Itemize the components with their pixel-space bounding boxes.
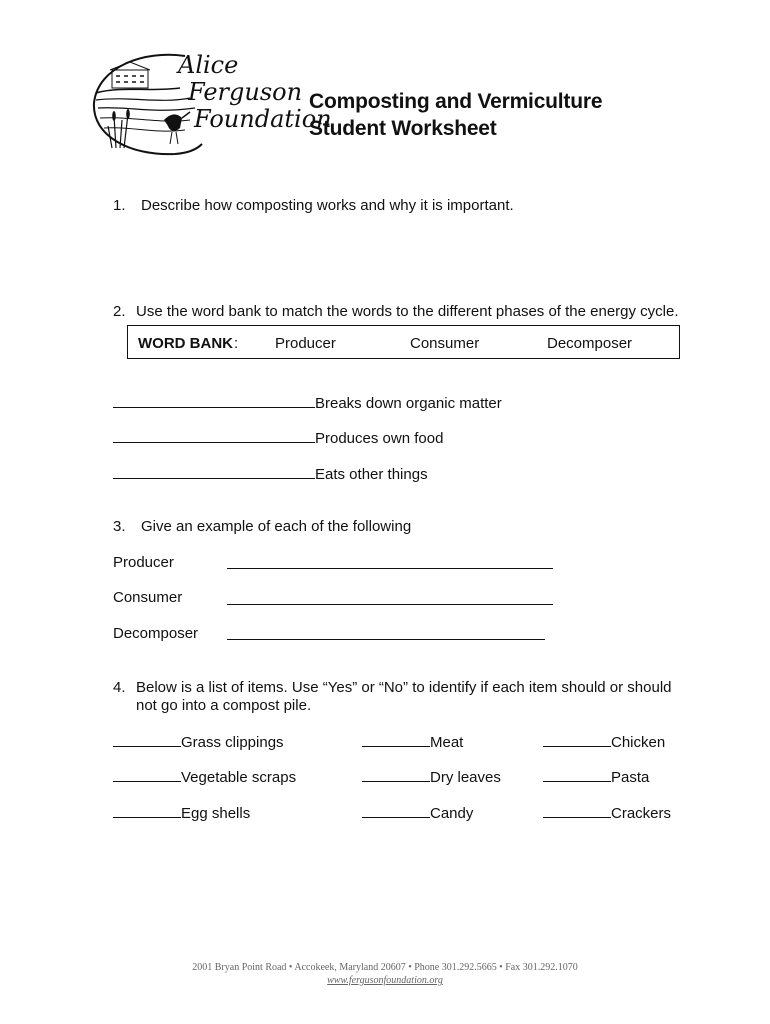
phase-description: Produces own food <box>315 430 444 447</box>
item-label: Dry leaves <box>430 769 501 786</box>
phase-row <box>113 393 502 412</box>
answer-blank[interactable] <box>113 464 315 479</box>
item-label: Candy <box>430 805 474 822</box>
q2-text: Use the word bank to match the words to the different phases of the energy cycle. <box>136 303 679 320</box>
item-label: Grass clippings <box>181 734 284 751</box>
word-bank-word: Producer <box>275 335 336 352</box>
q1-number: 1. <box>113 197 126 214</box>
answer-blank[interactable] <box>113 803 181 818</box>
item-label: Chicken <box>611 734 666 751</box>
compost-item <box>113 803 250 822</box>
foundation-logo <box>90 48 332 160</box>
compost-item <box>543 732 665 751</box>
item-label: Meat <box>430 734 464 751</box>
answer-blank[interactable] <box>362 732 430 747</box>
answer-blank[interactable] <box>543 803 611 818</box>
page-title: Composting and Vermiculture <box>309 90 603 113</box>
answer-blank[interactable] <box>113 732 181 747</box>
q3-label: Producer <box>113 554 174 571</box>
item-label: Egg shells <box>181 805 251 822</box>
word-bank-word: Consumer <box>410 335 480 352</box>
phase-row <box>113 464 428 483</box>
answer-line[interactable] <box>227 604 553 605</box>
word-bank-word: Decomposer <box>547 335 633 352</box>
answer-blank[interactable] <box>113 428 315 443</box>
word-bank-label: WORD BANK <box>138 335 233 352</box>
page-subtitle: Student Worksheet <box>309 117 497 140</box>
answer-blank[interactable] <box>113 767 181 782</box>
logo-line-2: Ferguson <box>188 78 303 106</box>
q3-number: 3. <box>113 518 126 535</box>
logo-line-3: Foundation <box>194 105 332 133</box>
logo-line-1: Alice <box>178 51 239 79</box>
word-bank-box <box>127 325 680 359</box>
item-label: Vegetable scraps <box>181 769 297 786</box>
q1-text: Describe how composting works and why it is important. <box>141 197 514 214</box>
compost-item <box>543 767 649 786</box>
item-label: Pasta <box>611 769 650 786</box>
phase-row <box>113 428 443 447</box>
answer-line[interactable] <box>227 639 545 640</box>
item-label: Crackers <box>611 805 672 822</box>
answer-blank[interactable] <box>362 767 430 782</box>
footer-address: 2001 Bryan Point Road • Accokeek, Maryland 20607 • Phone 301.292.5665 • Fax 301.292.1070 <box>192 962 578 973</box>
answer-line[interactable] <box>227 568 553 569</box>
compost-item <box>362 732 463 751</box>
q4-number: 4. <box>113 679 126 696</box>
q3-text: Give an example of each of the following <box>141 518 412 535</box>
answer-blank[interactable] <box>362 803 430 818</box>
compost-item <box>113 732 284 751</box>
answer-blank[interactable] <box>543 732 611 747</box>
q4-text-line-2: not go into a compost pile. <box>136 697 312 714</box>
compost-item <box>543 803 671 822</box>
answer-blank[interactable] <box>113 393 315 408</box>
phase-description: Breaks down organic matter <box>315 395 502 412</box>
phase-description: Eats other things <box>315 466 428 483</box>
q3-label: Consumer <box>113 589 183 606</box>
compost-item <box>113 767 296 786</box>
compost-item <box>362 767 501 786</box>
footer-website-link[interactable]: www.fergusonfoundation.org <box>327 975 443 986</box>
compost-item <box>362 803 473 822</box>
answer-blank[interactable] <box>543 767 611 782</box>
q4-text-line-1: Below is a list of items. Use “Yes” or “No” to identify if each item should or should <box>136 679 672 696</box>
word-bank-colon: : <box>234 335 239 352</box>
q3-label: Decomposer <box>113 625 199 642</box>
q2-number: 2. <box>113 303 126 320</box>
